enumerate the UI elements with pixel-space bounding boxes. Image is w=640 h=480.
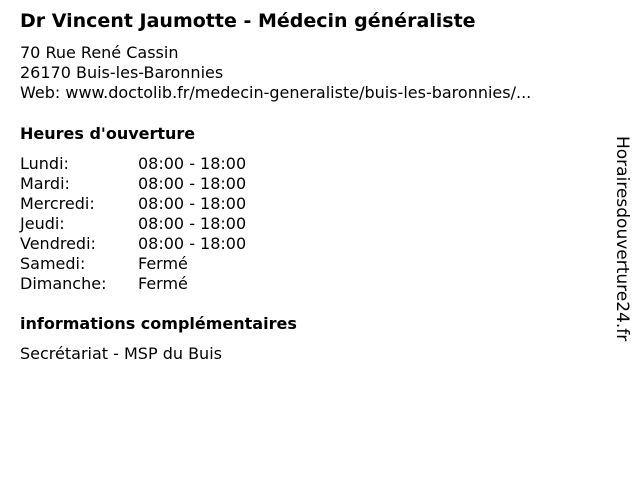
opening-hours-list <box>20 154 246 294</box>
day-label: Mardi: <box>20 174 70 193</box>
day-hours: Fermé <box>138 254 188 273</box>
hours-row-friday <box>20 234 246 254</box>
opening-hours-heading: Heures d'ouverture <box>20 124 196 143</box>
day-label: Vendredi: <box>20 234 96 253</box>
day-hours: 08:00 - 18:00 <box>138 154 247 173</box>
hours-row-wednesday <box>20 194 246 214</box>
day-hours: 08:00 - 18:00 <box>138 214 247 233</box>
hours-row-tuesday <box>20 174 246 194</box>
hours-row-thursday <box>20 214 246 234</box>
additional-info-text: Secrétariat - MSP du Buis <box>20 344 222 363</box>
day-hours: 08:00 - 18:00 <box>138 234 247 253</box>
site-watermark: Horairesdouverture24.fr <box>612 136 632 342</box>
hours-row-saturday <box>20 254 246 274</box>
hours-row-monday <box>20 154 246 174</box>
day-hours: 08:00 - 18:00 <box>138 174 247 193</box>
additional-info-heading: informations complémentaires <box>20 314 297 333</box>
page-title: Dr Vincent Jaumotte - Médecin généraliste <box>20 10 476 32</box>
day-hours: 08:00 - 18:00 <box>138 194 247 213</box>
address-street: 70 Rue René Cassin <box>20 43 179 62</box>
day-hours: Fermé <box>138 274 188 293</box>
day-label: Lundi: <box>20 154 69 173</box>
day-label: Mercredi: <box>20 194 95 213</box>
day-label: Dimanche: <box>20 274 107 293</box>
address-web: Web: www.doctolib.fr/medecin-generaliste/buis-les-baronnies/... <box>20 83 532 102</box>
hours-row-sunday <box>20 274 246 294</box>
day-label: Samedi: <box>20 254 86 273</box>
day-label: Jeudi: <box>20 214 65 233</box>
address-block <box>20 43 531 103</box>
address-city: 26170 Buis-les-Baronnies <box>20 63 224 82</box>
